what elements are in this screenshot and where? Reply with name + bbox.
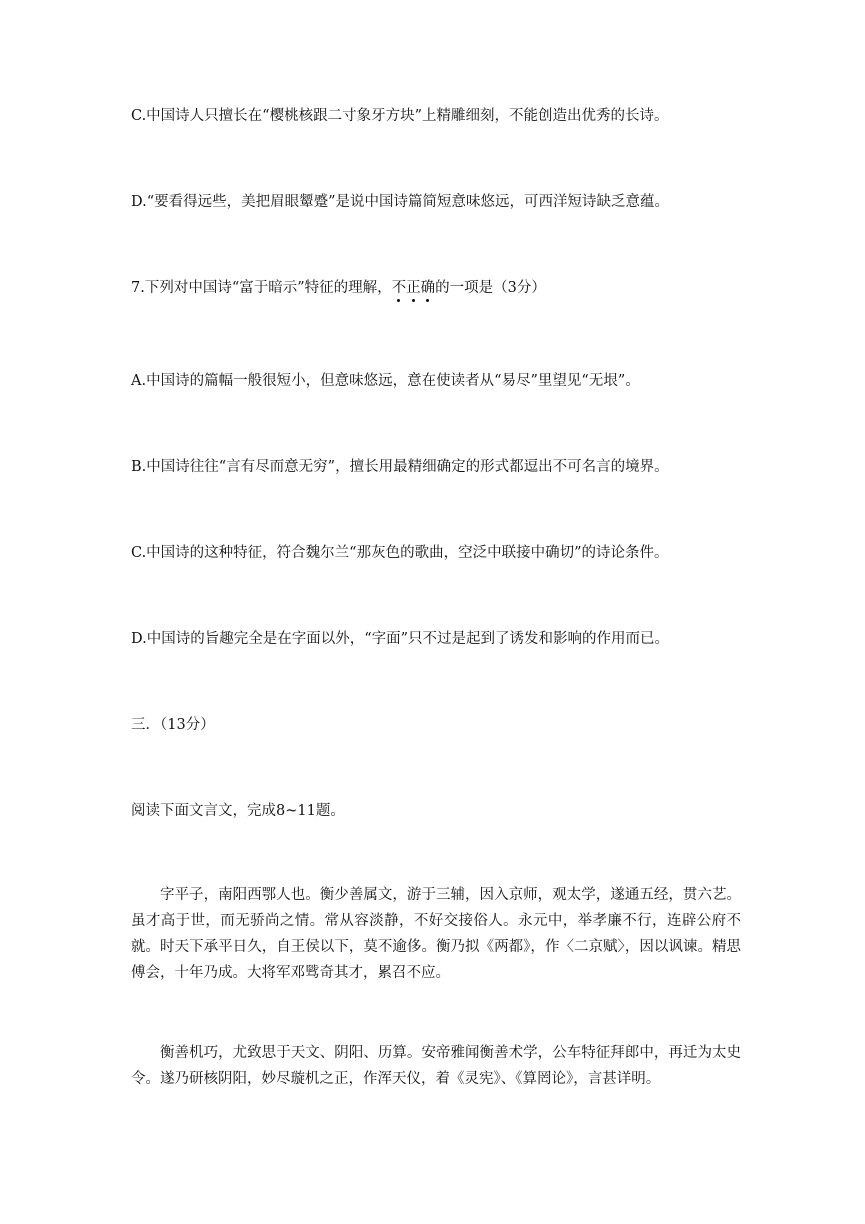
emphasis-char: 确 [420,280,436,296]
emphasis-char: 不 [391,280,407,296]
q7-option-a: A.中国诗的篇幅一般很短小，但意味悠远，意在使读者从“易尽”里望见“无垠”。 [131,373,640,389]
q7-stem-before: 7.下列对中国诗“富于暗示”特征的理解， [131,280,392,296]
passage-paragraph-2: 衡善机巧，尤致思于天文、阴阳、历算。安帝雅闻衡善术学，公车特征拜郎中，再迁为太史令。遂乃研核阴阳，妙尽璇机之正，作浑天仪，着《灵宪》、《算罔论》，言甚详明。 [131,1045,741,1087]
passage-paragraph-1: 字平子，南阳西鄂人也。衡少善属文，游于三辅，因入京师，观太学，遂通五经，贯六艺。虽才高于世，而无骄尚之情。常从容淡静，不好交接俗人。永元中，举孝廉不行，连辟公府不就。时天下承平日久，自王侯以下，莫不逾侈。衡乃拟《两都》，作〈二京赋〉，因以讽谏。精思傅会，十年乃成。大将军邓骘奇其才，累召不应。 [131,887,741,981]
q6-option-d: D.“要看得远些，美把眉眼颦蹙”是说中国诗篇简短意味悠远，可西洋短诗缺乏意蕴。 [131,194,670,210]
section-heading: 三．（13分） [131,717,215,733]
q7-option-b: B.中国诗往往“言有尽而意无穷”，擅长用最精细确定的形式都逗出不可名言的境界。 [131,459,669,475]
reading-instruction: 阅读下面文言文，完成8~11题。 [131,803,345,819]
emphasis-char: 正 [406,280,421,296]
q6-option-c: C.中国诗人只擅长在“樱桃核跟二寸象牙方块”上精雕细刻，不能创造出优秀的长诗。 [131,108,669,124]
q7-option-c: C.中国诗的这种特征，符合魏尔兰“那灰色的歌曲，空泛中联接中确切”的诗论条件。 [131,545,669,561]
q7-option-d: D.中国诗的旨趣完全是在字面以外，“字面”只不过是起到了诱发和影响的作用而已。 [131,631,670,647]
q7-stem-after: 的一项是（3分） [435,280,546,296]
q7-stem [131,281,546,296]
